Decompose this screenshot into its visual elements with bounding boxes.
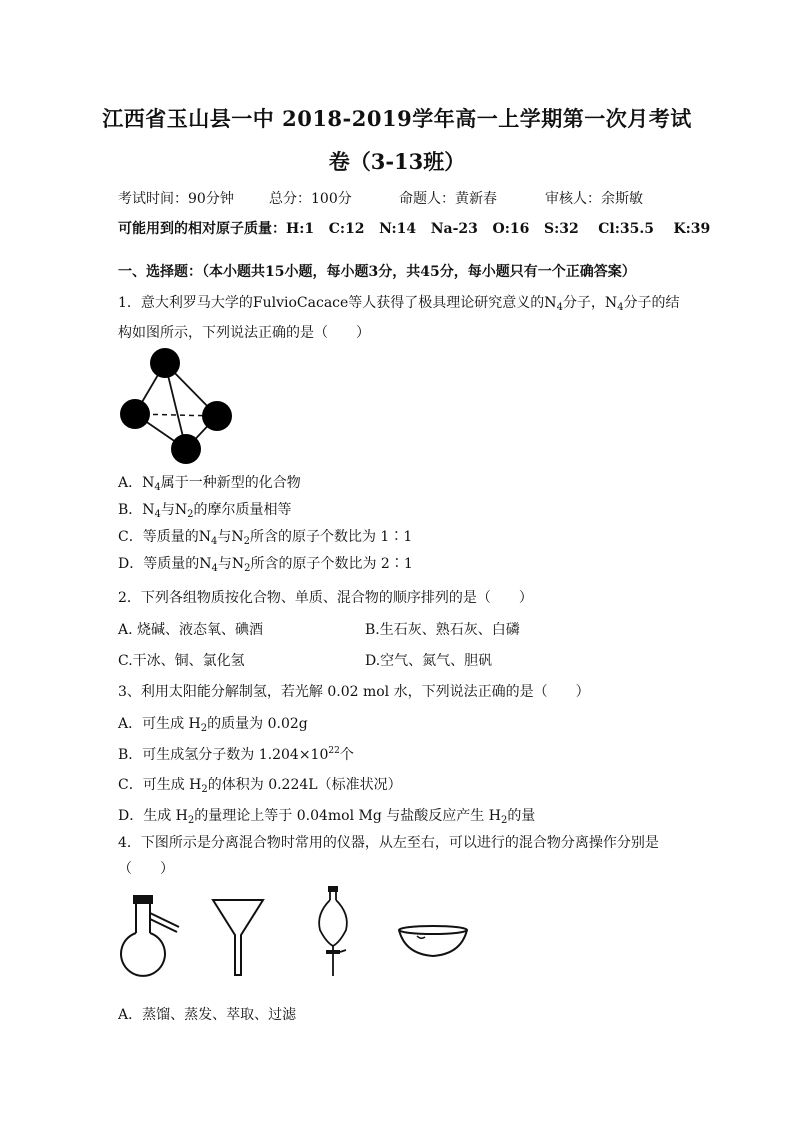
n4-tetrahedron-diagram	[114, 345, 244, 465]
question-2-option-d: D.空气、氮气、胆矾	[365, 653, 493, 669]
question-2-option-b: B.生石灰、熟石灰、白磷	[365, 622, 520, 638]
author: 命题人：黄新春	[399, 191, 497, 207]
exam-meta	[118, 188, 643, 208]
question-2-option-a: A. 烧碱、液态氧、碘酒	[118, 622, 264, 638]
question-3-option-c: C．可生成 $H_2$的体积为 0.224L（标准状况）	[118, 777, 402, 795]
question-4-option-a: A．蒸馏、蒸发、萃取、过滤	[118, 1007, 297, 1023]
reviewer: 审核人：余斯敏	[545, 191, 643, 207]
question-1-option-d: D．等质量的$N_4$与$N_2$所含的原子个数比为 2∶1	[118, 556, 413, 574]
question-1-option-a: A．$N_4$属于一种新型的化合物	[118, 475, 301, 493]
question-2-option-c: C.干冰、铜、氯化氢	[118, 653, 245, 669]
question-1-stem-line2: 构如图所示，下列说法正确的是（ ）	[118, 325, 370, 341]
page-title-continued: 卷（3-13班）	[328, 149, 466, 174]
separatory-funnel-icon	[310, 884, 356, 980]
atomic-masses: 可能用到的相对原子质量：H:1 C:12 N:14 Na-23 O:16 S:32 Cl:35.5 K:39	[118, 221, 711, 237]
question-4-stem-line2: （ ）	[118, 861, 174, 877]
question-3-stem: 3、利用太阳能分解制氢，若光解 0.02 mol 水，下列说法正确的是（ ）	[118, 684, 590, 700]
question-3-option-d: D．生成 $H_2$的量理论上等于 0.04mol Mg 与盐酸反应产生 $H_2$的量	[118, 808, 536, 826]
n-atom-left	[120, 399, 150, 429]
section-heading: 一、选择题：（本小题共15小题，每小题3分，共45分，每小题只有一个正确答案）	[118, 264, 636, 280]
page-title: 江西省玉山县一中 2018-2019学年高一上学期第一次月考试	[102, 106, 692, 131]
n-atom-bottom	[171, 434, 201, 464]
question-1-stem: 1．意大利罗马大学的FulvioCacace等人获得了极具理论研究意义的$N_4$分子，$N_4$分子的结	[118, 295, 680, 313]
question-1-option-c: C．等质量的$N_4$与$N_2$所含的原子个数比为 1∶1	[118, 529, 413, 547]
question-3-option-a: A．可生成 $H_2$的质量为 0.02g	[118, 716, 308, 734]
question-2-stem: 2．下列各组物质按化合物、单质、混合物的顺序排列的是（ ）	[118, 590, 533, 606]
question-1-option-b: B．$N_4$与$N_2$的摩尔质量相等	[118, 502, 292, 520]
funnel-icon	[210, 897, 266, 979]
total-score: 总分：100分	[269, 191, 352, 207]
question-3-option-b: B．可生成氢分子数为 $1.204\times 10^{22}$个	[118, 746, 354, 763]
exam-time: 考试时间：90分钟	[118, 191, 234, 207]
distillation-flask-icon	[115, 893, 185, 983]
evaporating-dish-icon	[395, 922, 473, 962]
n-atom-right	[202, 401, 232, 431]
n-atom-top	[150, 348, 180, 378]
question-4-stem: 4．下图所示是分离混合物时常用的仪器，从左至右，可以进行的混合物分离操作分别是	[118, 835, 659, 851]
